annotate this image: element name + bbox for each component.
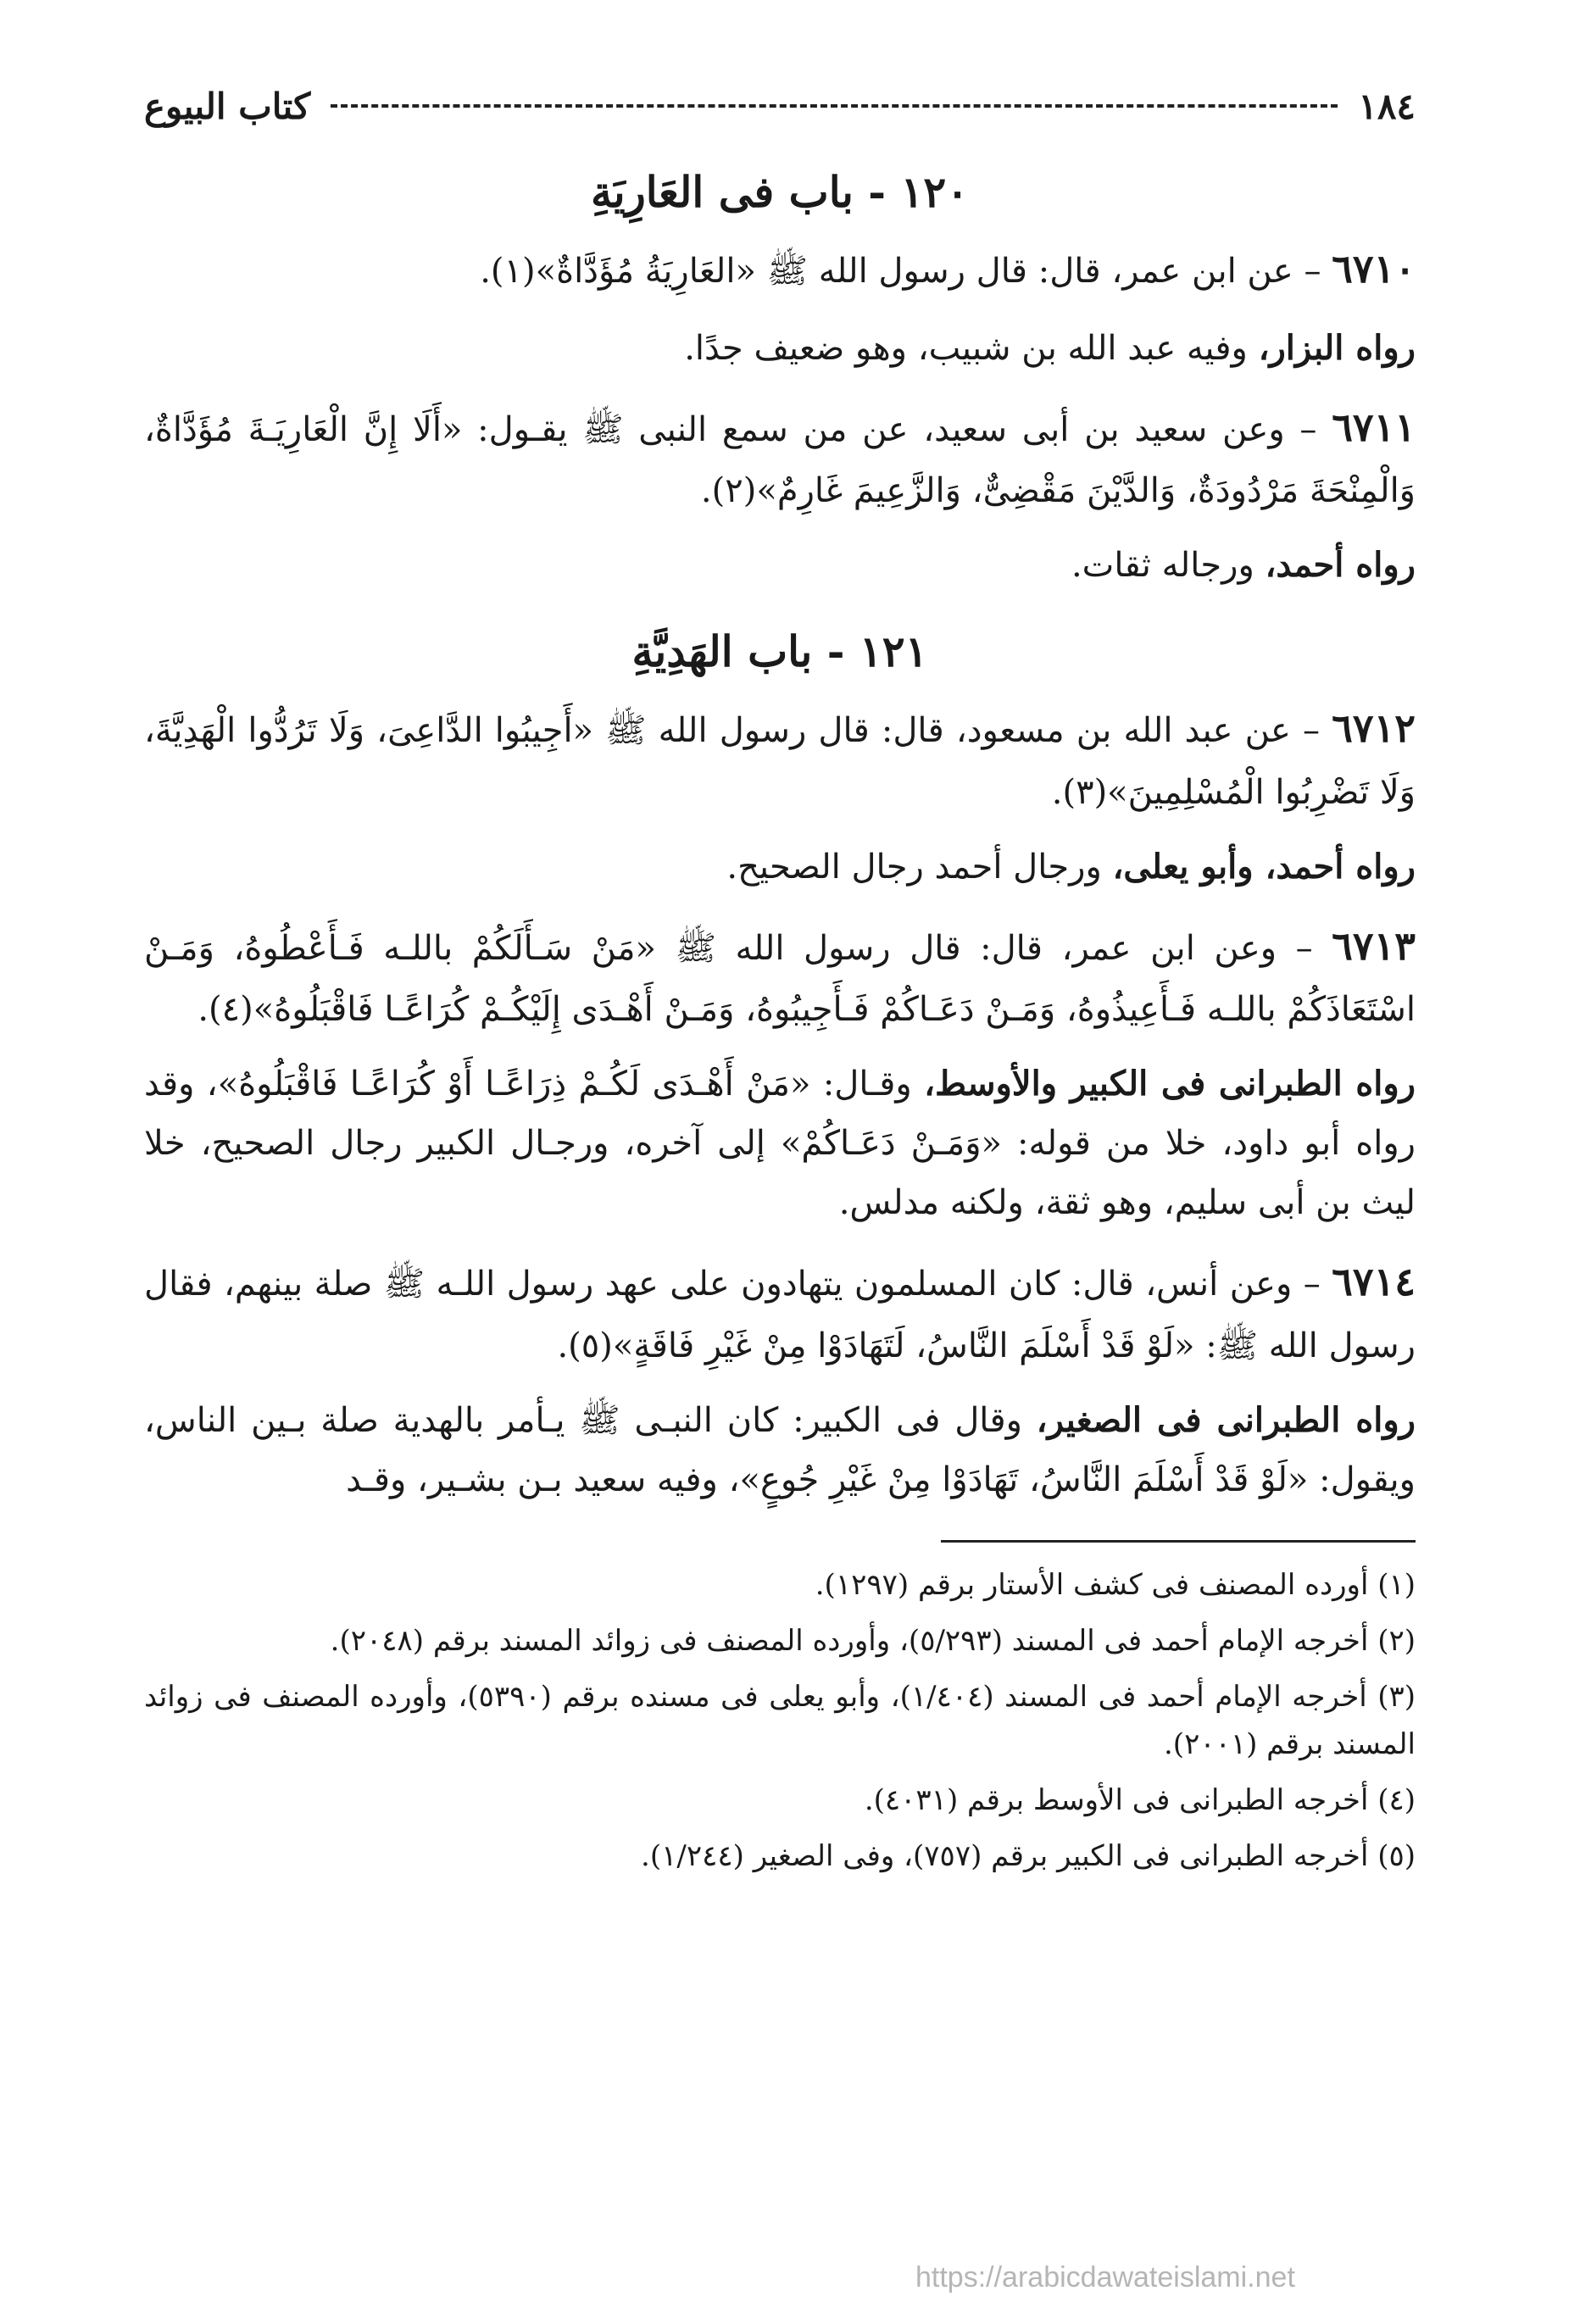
- hadith-6714: [144, 1248, 1416, 1376]
- hadith-commentary: [144, 1391, 1416, 1509]
- hadith-number: ٦٧١٢: [1332, 705, 1416, 751]
- commentary-source: رواه البزار،: [1258, 327, 1416, 368]
- commentary-source: رواه الطبرانى فى الصغير،: [1036, 1399, 1416, 1440]
- hadith-commentary: [144, 536, 1416, 595]
- commentary-text: ورجاله ثقات.: [1071, 546, 1266, 585]
- footnote-divider: [941, 1540, 1416, 1543]
- book-title: كتاب البيوع: [144, 85, 311, 127]
- commentary-text: وفيه عبد الله بن شبيب، وهو ضعيف جدًا.: [684, 328, 1259, 368]
- hadith-text: – عن ابن عمر، قال: قال رسول الله ﷺ «العَارِيَةُ مُؤَدَّاةٌ»(١).: [480, 252, 1321, 291]
- hadith-text: – وعن سعيد بن أبى سعيد، عن من سمع النبى ﷺ يقـول: «أَلَا إِنَّ الْعَارِيَـةَ مُؤَدَّاةٌ، وَالْمِنْحَةَ مَرْدُودَةٌ، وَالدَّيْنَ مَقْضِىٌّ، وَالزَّعِيمَ غَارِمٌ»(٢).: [144, 409, 1416, 510]
- commentary-text: ورجال أحمد رجال الصحيح.: [726, 847, 1113, 887]
- footnote-3: (٣) أخرجه الإمام أحمد فى المسند (١/٤٠٤)، وأبو يعلى فى مسنده برقم (٥٣٩٠)، وأورده المصنف فى زوائد المسند برقم (٢٠٠١).: [144, 1679, 1416, 1761]
- hadith-6711: [144, 393, 1416, 521]
- hadith-number: ٦٧١٣: [1332, 922, 1416, 969]
- hadith-6710: [144, 235, 1416, 303]
- commentary-text: وقـال: «مَنْ أَهْـدَى لَكُـمْ ذِرَاعًـا أَوْ كُرَاعًـا فَاقْبَلُوهُ»، وقد رواه أبو داود، خلا من قوله: «وَمَـنْ دَعَـاكُمْ» إلى آخره، ورجـال الكبير رجال الصحيح، خلا ليث بن أبى سليم، وهو ثقة، ولكنه مدلس.: [144, 1065, 1416, 1222]
- footnote-2: (٢) أخرجه الإمام أحمد فى المسند (٥/٢٩٣)، وأورده المصنف فى زوائد المسند برقم (٢٠٤٨).: [330, 1623, 1416, 1658]
- footnote-1: (١) أورده المصنف فى كشف الأستار برقم (١٢٩٧).: [815, 1567, 1416, 1602]
- commentary-source: رواه أحمد، وأبو يعلى،: [1112, 846, 1416, 887]
- commentary-source: رواه أحمد،: [1265, 545, 1416, 585]
- commentary-source: رواه الطبرانى فى الكبير والأوسط،: [924, 1064, 1416, 1104]
- header-divider: [331, 104, 1338, 108]
- hadith-commentary: [144, 837, 1416, 897]
- hadith-6712: [144, 694, 1416, 822]
- footnote-5: (٥) أخرجه الطبرانى فى الكبير برقم (٧٥٧)، وفى الصغير (١/٢٤٤).: [641, 1838, 1416, 1873]
- hadith-number: ٦٧١٤: [1332, 1259, 1416, 1304]
- page-number: ١٨٤: [1358, 85, 1416, 127]
- section-heading-121: ١٢١ - باب الهَدِيَّةِ: [631, 626, 928, 676]
- hadith-text: – وعن أنس، قال: كان المسلمون يتهادون على عهد رسول اللـه ﷺ صلة بينهم، فقال رسول الله ﷺ: «لَوْ قَدْ أَسْلَمَ النَّاسُ، لَتَهَادَوْا مِنْ غَيْرِ فَاقَةٍ»(٥).: [144, 1265, 1416, 1365]
- hadith-number: ٦٧١١: [1332, 403, 1416, 450]
- footnote-4: (٤) أخرجه الطبرانى فى الأوسط برقم (٤٠٣١).: [864, 1782, 1416, 1817]
- running-header: [144, 76, 1416, 136]
- source-watermark: https://arabicdawateislami.net: [915, 2261, 1295, 2293]
- book-page: [144, 76, 1416, 2246]
- hadith-6713: [144, 912, 1416, 1040]
- hadith-number: ٦٧١٠: [1332, 246, 1416, 292]
- hadith-text: – وعن ابن عمر، قال: قال رسول الله ﷺ «مَنْ سَـأَلَكُمْ باللـه فَـأَعْطُوهُ، وَمَـنْ اسْتَعَاذَكُمْ باللـه فَـأَعِيذُوهُ، وَمَـنْ دَعَـاكُمْ فَـأَجِيبُوهُ، وَمَـنْ أَهْـدَى إِلَيْكُـمْ كُرَاعًـا فَاقْبَلُوهُ»(٤).: [144, 928, 1416, 1029]
- hadith-text: – عن عبد الله بن مسعود، قال: قال رسول الله ﷺ «أَجِيبُوا الدَّاعِىَ، وَلَا تَرُدُّوا الْهَدِيَّةَ، وَلَا تَضْرِبُوا الْمُسْلِمِينَ»(٣).: [144, 711, 1416, 812]
- section-heading-120: ١٢٠ - باب فى العَارِيَةِ: [590, 167, 970, 217]
- hadith-commentary: [144, 1054, 1416, 1232]
- commentary-text: وقال فى الكبير: كان النبـى ﷺ يـأمر بالهدية صلة بـين الناس، ويقول: «لَوْ قَدْ أَسْلَمَ النَّاسُ، تَهَادَوْا مِنْ غَيْرِ جُوعٍ»، وفيه سعيد بـن بشـير، وقـد: [144, 1400, 1416, 1499]
- hadith-commentary: [144, 319, 1416, 378]
